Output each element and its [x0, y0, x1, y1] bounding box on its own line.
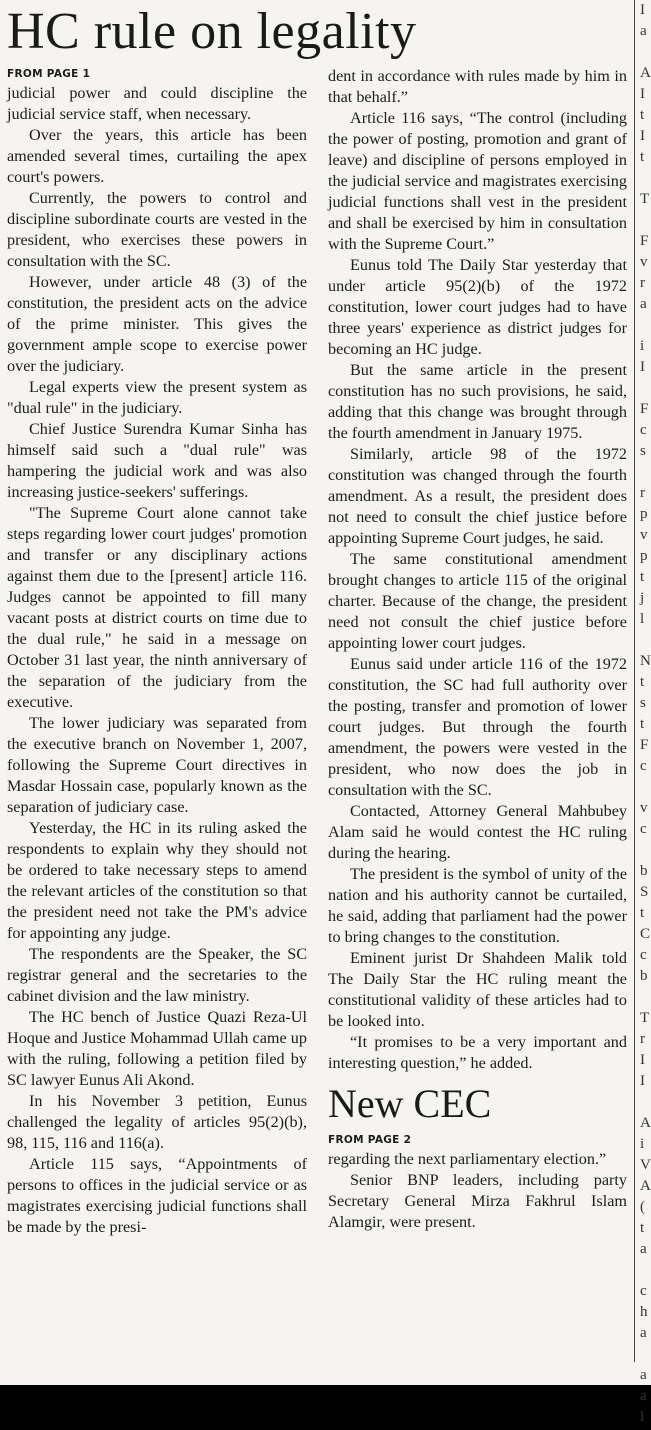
edge-fragment: t: [640, 1220, 645, 1236]
headline: HC rule on legality: [7, 3, 417, 60]
paragraph: Yesterday, the HC in its ruling asked the respondents to explain why they should not be ordered to take necessary steps to amend the relevant articles of the constitution so that the president need not take the PM's advice for appointing any judge.: [7, 819, 307, 942]
edge-fragment: [640, 380, 651, 401]
paragraph: Eunus told The Daily Star yesterday that under article 95(2)(b) of the 1972 constitution, lower court judges had to have three years' experience as district judges for becoming an HC judge.: [328, 256, 627, 358]
second-story-continued-label: FROM PAGE 2: [328, 1134, 412, 1146]
edge-fragment: c: [640, 422, 647, 438]
paragraph: judicial power and could discipline the judicial service staff, when necessary.: [7, 84, 307, 123]
edge-fragment: S: [640, 884, 649, 900]
edge-fragment: v: [640, 527, 648, 543]
edge-fragment: [640, 464, 651, 485]
edge-fragment: i: [640, 338, 645, 354]
edge-fragment: N: [640, 653, 651, 669]
paragraph: But the same article in the present constitution has no such provisions, he said, adding that this change was brought through the fourth amendment in January 1975.: [328, 361, 627, 442]
edge-fragment: j: [640, 590, 645, 606]
edge-fragment: c: [640, 947, 647, 963]
edge-fragment: l: [640, 1409, 645, 1425]
edge-fragment: [640, 1094, 651, 1115]
paragraph: Over the years, this article has been amended several times, curtailing the apex court's powers.: [7, 126, 307, 186]
paragraph: The HC bench of Justice Quazi Reza-Ul Hoque and Justice Mohammad Ullah came up with the ruling, following a petition filed by SC lawyer Eunus Ali Akond.: [7, 1008, 307, 1089]
edge-fragment: [640, 1346, 651, 1367]
edge-fragment: [640, 212, 651, 233]
edge-fragment: [640, 989, 651, 1010]
edge-fragment: V: [640, 1157, 651, 1173]
edge-fragment: A: [640, 1115, 651, 1131]
edge-fragment: c: [640, 1283, 647, 1299]
edge-fragment: c: [640, 821, 647, 837]
paragraph: dent in accordance with rules made by him in that behalf.”: [328, 67, 627, 106]
edge-fragment: a: [640, 296, 647, 312]
edge-fragment: t: [640, 716, 645, 732]
edge-fragment: t: [640, 905, 645, 921]
edge-fragment: [640, 317, 651, 338]
edge-fragment: [640, 170, 651, 191]
paragraph: regarding the next parliamentary election.”: [328, 1150, 607, 1168]
edge-fragment: I: [640, 2, 645, 18]
edge-fragment: r: [640, 485, 645, 501]
edge-fragment: c: [640, 758, 647, 774]
paragraph: Senior BNP leaders, including party Secretary General Mirza Fakhrul Islam Alamgir, were present.: [328, 1171, 627, 1231]
paragraph: Article 116 says, “The control (including the power of posting, promotion and grant of leave) and discipline of persons employed in the judicial service and magistrates exercising judicial functions shall vest in the president and shall be exercised by him in consultation with the Supreme Court.”: [328, 109, 627, 253]
edge-fragment: A: [640, 65, 651, 81]
edge-fragment: l: [640, 611, 645, 627]
edge-fragment: a: [640, 1388, 647, 1404]
edge-fragment: A: [640, 1178, 651, 1194]
paragraph: The president is the symbol of unity of the nation and his authority cannot be curtailed, he said, adding that parliament had the power to bring changes to the constitution.: [328, 865, 627, 946]
edge-fragment: T: [640, 1010, 650, 1026]
column-divider: [634, 0, 635, 1362]
edge-fragment: I: [640, 1073, 645, 1089]
paragraph: "The Supreme Court alone cannot take steps regarding lower court judges' promotion and transfer or any disciplinary actions against them due to the [present] article 116. Judges cannot be appointed to fill many vacant posts at district courts on time due to the dual rule," he said in a message on October 31 last year, the ninth anniversary of the separation of the judiciary from the executive.: [7, 504, 307, 711]
paragraph: The same constitutional amendment brought changes to article 115 of the original charter. Because of the change, the president need not consult the chief justice before appointing lower court judges.: [328, 550, 627, 652]
paragraph: “It promises to be a very important and interesting question,” he added.: [328, 1033, 627, 1072]
paragraph: Article 115 says, “Appointments of persons to offices in the judicial service or as magistrates exercising judicial functions shall be made by the presi-: [7, 1155, 307, 1236]
paragraph: Legal experts view the present system as "dual rule" in the judiciary.: [7, 378, 307, 417]
edge-fragment: [640, 632, 651, 653]
continued-from-label: FROM PAGE 1: [7, 68, 91, 80]
paragraph: Currently, the powers to control and discipline subordinate courts are vested in the president, who exercises these powers in consultation with the SC.: [7, 189, 307, 270]
edge-fragment: t: [640, 674, 645, 690]
edge-fragment: I: [640, 128, 645, 144]
edge-fragment: I: [640, 359, 645, 375]
paragraph: The lower judiciary was separated from the executive branch on November 1, 2007, following the Supreme Court directives in Masdar Hossain case, popularly known as the separation of judiciary case.: [7, 714, 307, 816]
edge-fragment: a: [640, 1241, 647, 1257]
edge-fragment: a: [640, 23, 647, 39]
second-story-headline: New CEC: [328, 1081, 492, 1126]
paragraph: Similarly, article 98 of the 1972 constitution was changed through the fourth amendment. As a result, the president does not need to consult the chief justice before appointing Supreme Court judges, he said.: [328, 445, 627, 547]
edge-fragment: t: [640, 569, 645, 585]
edge-fragment: [640, 44, 651, 65]
story-column-1: [7, 66, 307, 1238]
edge-fragment: a: [640, 1367, 647, 1383]
edge-fragment: t: [640, 149, 645, 165]
edge-fragment: T: [640, 191, 650, 207]
paragraph: Contacted, Attorney General Mahbubey Alam said he would contest the HC ruling during the hearing.: [328, 802, 627, 862]
paragraph: Eunus said under article 116 of the 1972 constitution, the SC had full authority over the posting, transfer and promotion of lower court judges. But through the fourth amendment, the powers were vested in the president, who now does the job in consultation with the SC.: [328, 655, 627, 799]
edge-fragment: b: [640, 968, 648, 984]
paragraph: Chief Justice Surendra Kumar Sinha has himself said such a "dual rule" was hampering the judicial work and was also increasing justice-seekers' sufferings.: [7, 420, 307, 501]
edge-fragment: I: [640, 1052, 645, 1068]
edge-fragment: [640, 842, 651, 863]
edge-fragment: p: [640, 548, 648, 564]
edge-fragment: r: [640, 1031, 645, 1047]
paragraph: In his November 3 petition, Eunus challenged the legality of articles 95(2)(b), 98, 115, 116 and 116(a).: [7, 1092, 307, 1152]
edge-fragment: I: [640, 86, 645, 102]
edge-fragment: p: [640, 506, 648, 522]
edge-fragment: F: [640, 401, 649, 417]
edge-fragment: s: [640, 695, 646, 711]
edge-fragment: i: [640, 1136, 645, 1152]
paragraph: The respondents are the Speaker, the SC registrar general and the secretaries to the cabinet division and the law ministry.: [7, 945, 307, 1005]
edge-fragment: t: [640, 107, 645, 123]
edge-fragment: h: [640, 1304, 648, 1320]
edge-fragment: a: [640, 1325, 647, 1341]
edge-fragment: C: [640, 926, 651, 942]
edge-fragment: [640, 779, 651, 800]
edge-fragment: v: [640, 254, 648, 270]
edge-fragment: F: [640, 737, 649, 753]
paragraph: Eminent jurist Dr Shahdeen Malik told The Daily Star the HC ruling meant the constitutional validity of these articles had to be looked into.: [328, 949, 627, 1030]
paragraph: However, under article 48 (3) of the constitution, the president acts on the advice of the prime minister. This gives the government ample scope to exercise power over the judiciary.: [7, 273, 307, 375]
edge-fragment: [640, 1262, 651, 1283]
story-column-2: [328, 66, 627, 1233]
adjacent-column-fragments: [640, 2, 651, 1430]
edge-fragment: r: [640, 275, 645, 291]
edge-fragment: (: [640, 1199, 645, 1215]
edge-fragment: v: [640, 800, 648, 816]
edge-fragment: F: [640, 233, 649, 249]
edge-fragment: s: [640, 443, 646, 459]
edge-fragment: b: [640, 863, 648, 879]
